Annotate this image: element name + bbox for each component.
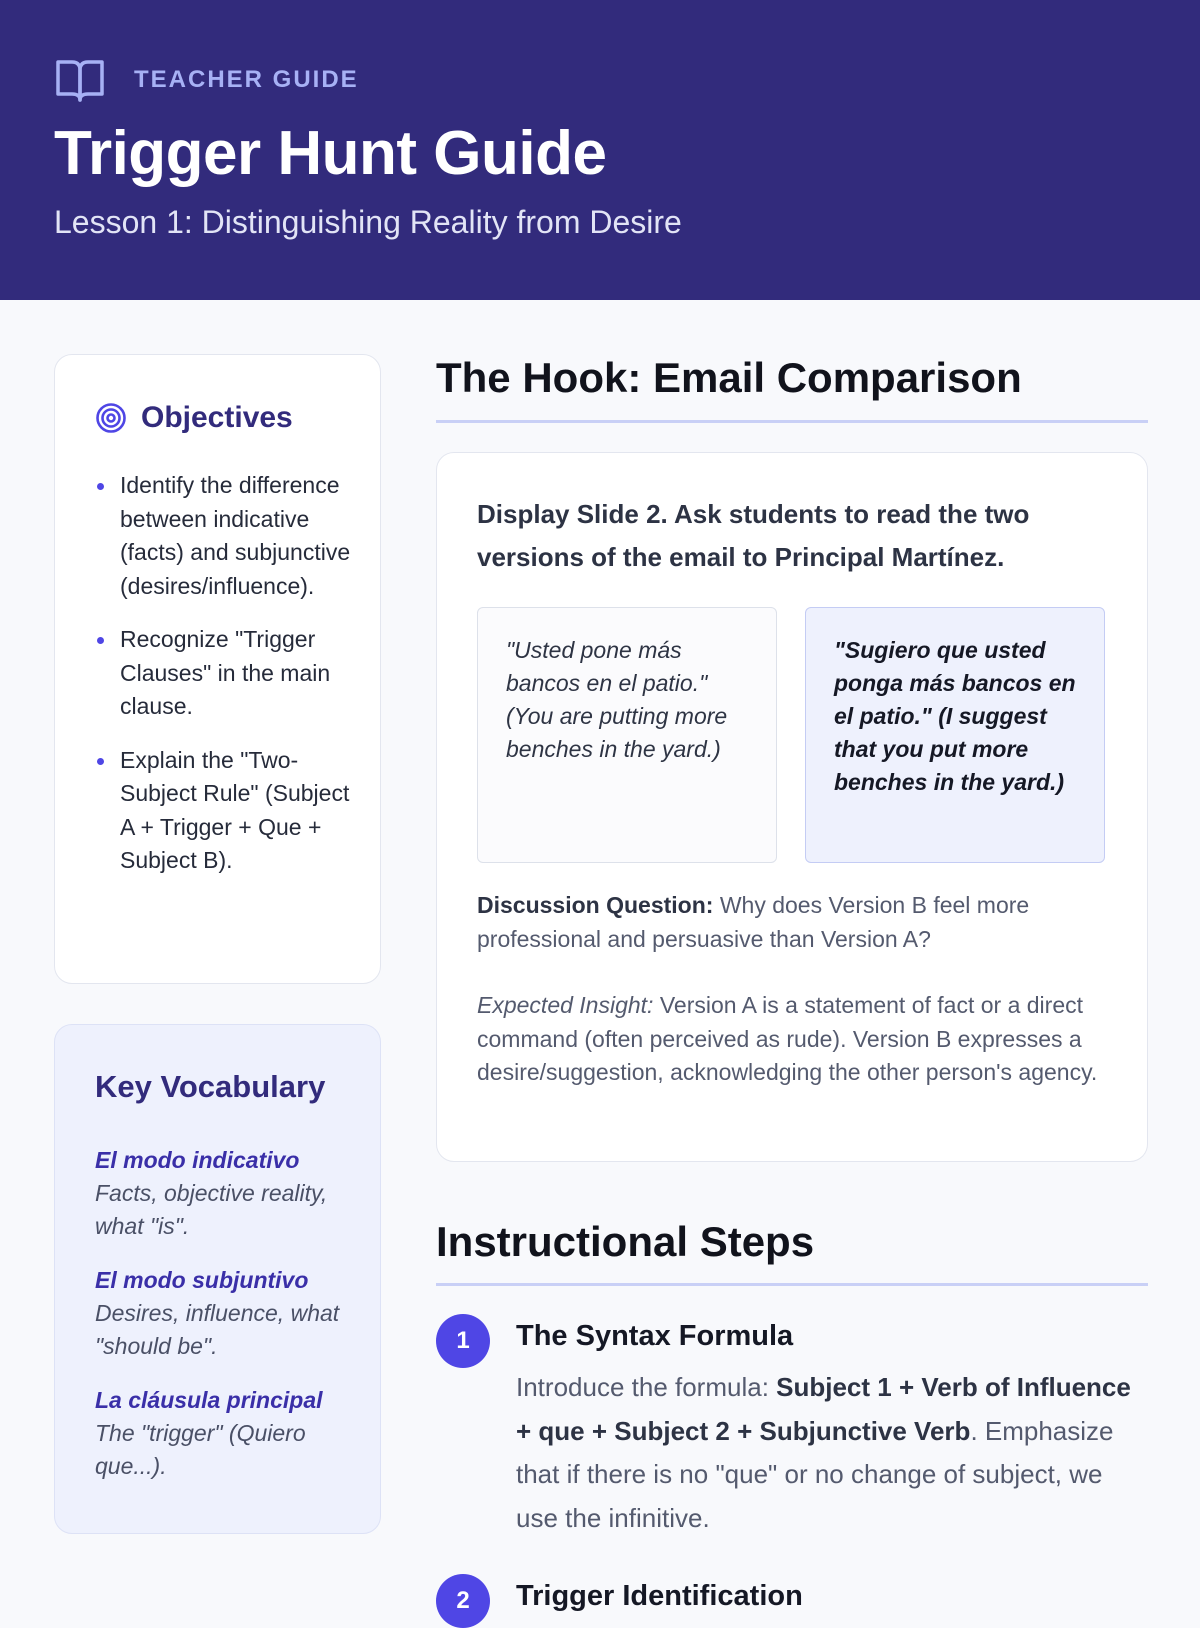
hook-intro: Display Slide 2. Ask students to read the two versions of the email to Principal Martínez.	[477, 499, 1030, 572]
vocabulary-list	[95, 1143, 350, 1503]
vocabulary-definition: Facts, objective reality, what "is".	[95, 1180, 328, 1239]
vocabulary-item	[95, 1143, 350, 1243]
email-version-a: "Usted pone más bancos en el patio." (You are putting more benches in the yard.)	[477, 607, 777, 863]
objectives-card	[54, 354, 381, 984]
step-number-badge: 1	[436, 1314, 490, 1368]
target-icon	[95, 402, 127, 434]
step-number-badge: 2	[436, 1574, 490, 1628]
vocabulary-item	[95, 1383, 350, 1483]
vocabulary-title: Key Vocabulary	[95, 1069, 326, 1104]
vocabulary-card	[54, 1024, 381, 1534]
email-version-b: "Sugiero que usted ponga más bancos en el patio." (I suggest that you put more benches in the yard.)	[805, 607, 1105, 863]
step-title: Trigger Identification	[516, 1580, 803, 1612]
objectives-header	[95, 401, 293, 435]
step-formula: Subject 1 + Verb of Influence + que + Subject 2 + Subjunctive Verb	[516, 1372, 1131, 1446]
page-subtitle: Lesson 1: Distinguishing Reality from Desire	[54, 204, 682, 240]
page-title: Trigger Hunt Guide	[54, 119, 607, 188]
vocabulary-definition: Desires, influence, what "should be".	[95, 1300, 340, 1359]
hook-card	[436, 452, 1148, 1162]
expected-insight	[477, 989, 1117, 1090]
page-header	[0, 0, 1200, 300]
objective-item: Explain the "Two-Subject Rule" (Subject A + Trigger + Que + Subject B).	[95, 744, 355, 878]
vocabulary-item	[95, 1263, 350, 1363]
insight-text: Version A is a statement of fact or a direct command (often perceived as rude). Version B expresses a desire/suggestion, acknowledging the other person's agency.	[477, 992, 1098, 1085]
objectives-list	[95, 469, 355, 898]
insight-label: Expected Insight:	[477, 992, 654, 1018]
discussion-question	[477, 889, 1117, 956]
discussion-text: Why does Version B feel more professional and persuasive than Version A?	[477, 892, 1030, 952]
objective-item: Recognize "Trigger Clauses" in the main clause.	[95, 623, 355, 724]
kicker-label: TEACHER GUIDE	[134, 66, 359, 93]
discussion-label: Discussion Question:	[477, 892, 714, 918]
vocabulary-term: El modo indicativo	[95, 1147, 300, 1173]
step-title: The Syntax Formula	[516, 1320, 794, 1352]
objectives-title: Objectives	[141, 401, 293, 434]
vocabulary-term: El modo subjuntivo	[95, 1267, 309, 1293]
vocabulary-definition: The "trigger" (Quiero que...).	[95, 1420, 306, 1479]
instructional-divider	[436, 1283, 1148, 1286]
instructional-heading: Instructional Steps	[436, 1218, 815, 1265]
step-body	[516, 1366, 1146, 1540]
book-open-icon	[54, 56, 106, 104]
hook-divider	[436, 420, 1148, 423]
kicker	[54, 56, 359, 104]
step-outro: . Emphasize that if there is no "que" or no change of subject, we use the infinitive.	[516, 1415, 1114, 1533]
step-intro: Introduce the formula:	[516, 1372, 777, 1402]
objective-item: Identify the difference between indicative (facts) and subjunctive (desires/influence).	[95, 469, 355, 603]
vocabulary-term: La cláusula principal	[95, 1387, 323, 1413]
hook-heading: The Hook: Email Comparison	[436, 354, 1022, 401]
